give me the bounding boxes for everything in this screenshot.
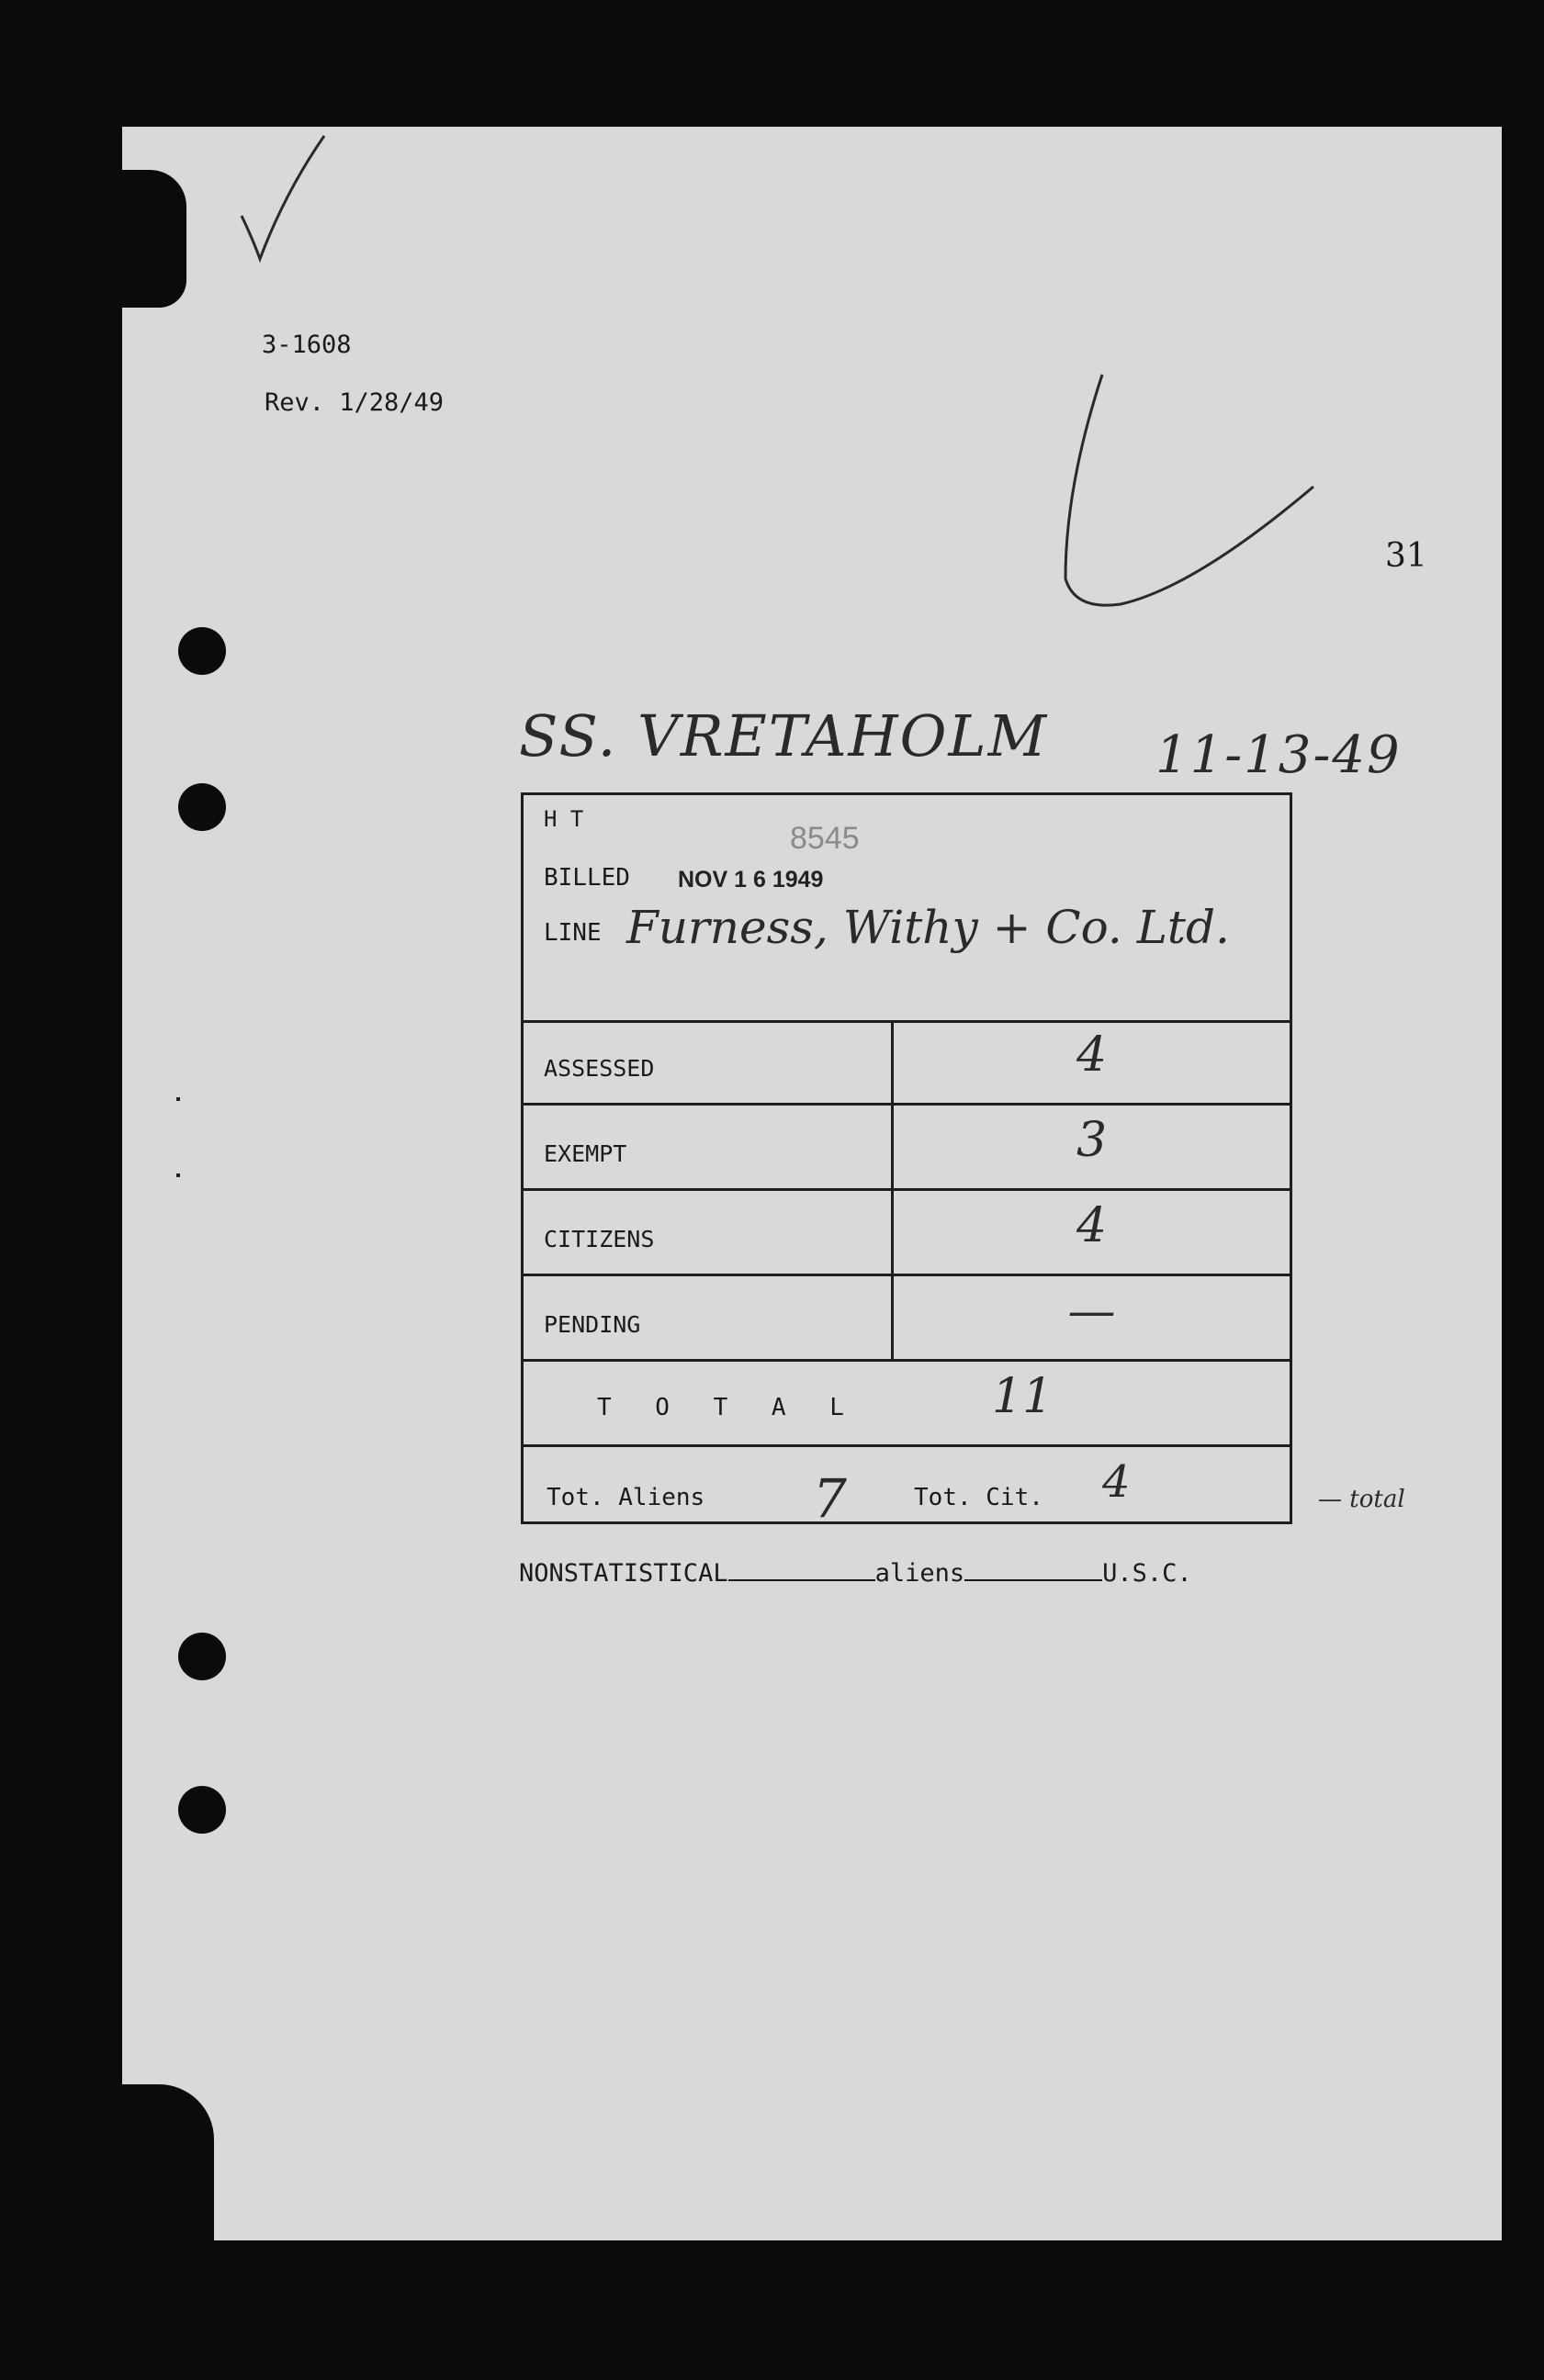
punch-hole xyxy=(178,1633,226,1680)
tot-aliens-value: 7 xyxy=(813,1467,847,1530)
blank-field xyxy=(728,1559,875,1581)
speck xyxy=(176,1173,180,1177)
nonstat-label: NONSTATISTICAL xyxy=(519,1559,728,1588)
large-checkmark-icon xyxy=(1038,367,1332,615)
line-label: LINE xyxy=(544,919,602,947)
checkmark-icon xyxy=(234,129,335,266)
aliens-label: aliens xyxy=(874,1559,965,1588)
total-label: T O T A L xyxy=(597,1394,859,1421)
line-value: Furness, Withy + Co. Ltd. xyxy=(626,901,1230,954)
total-row xyxy=(524,1362,1290,1447)
row-value: 4 xyxy=(1076,1027,1108,1083)
tot-cit-value: 4 xyxy=(1102,1456,1131,1508)
ship-name: SS. VRETAHOLM xyxy=(519,702,1049,769)
page-number: 31 xyxy=(1385,537,1427,575)
row-value: 4 xyxy=(1076,1198,1108,1253)
speck xyxy=(176,1097,180,1101)
row-value: 3 xyxy=(1076,1113,1108,1168)
arrival-date: 11-13-49 xyxy=(1155,725,1402,785)
stamp-number: 8545 xyxy=(790,821,860,856)
ht-label: H T xyxy=(544,806,584,832)
torn-edge-top xyxy=(122,170,186,308)
form-header xyxy=(524,795,1290,1023)
punch-hole xyxy=(178,783,226,831)
revision-date: Rev. 1/28/49 xyxy=(265,388,445,417)
punch-hole xyxy=(178,1786,226,1834)
table-row xyxy=(524,1020,1290,1106)
row-label: ASSESSED xyxy=(544,1055,655,1082)
side-note: — total xyxy=(1318,1486,1405,1513)
row-label: PENDING xyxy=(544,1311,641,1338)
punch-hole xyxy=(178,627,226,675)
total-value: 11 xyxy=(992,1369,1054,1424)
row-label: CITIZENS xyxy=(544,1226,655,1252)
totals-row xyxy=(524,1447,1290,1532)
usc-label: U.S.C. xyxy=(1102,1559,1192,1588)
manifest-form xyxy=(521,792,1292,1530)
tot-aliens-label: Tot. Aliens xyxy=(547,1484,705,1511)
billed-label: BILLED xyxy=(544,864,630,892)
tot-cit-label: Tot. Cit. xyxy=(914,1484,1043,1511)
row-label: EXEMPT xyxy=(544,1140,627,1167)
table-row xyxy=(524,1276,1290,1362)
billed-date-stamp: NOV 1 6 1949 xyxy=(678,867,824,892)
form-number: 3-1608 xyxy=(262,331,352,359)
table-row xyxy=(524,1106,1290,1191)
torn-edge-bottom xyxy=(122,2084,214,2259)
blank-field xyxy=(964,1559,1102,1581)
nonstatistical-line xyxy=(519,1559,1192,1588)
table-row xyxy=(524,1191,1290,1276)
row-value: — xyxy=(1067,1284,1116,1339)
